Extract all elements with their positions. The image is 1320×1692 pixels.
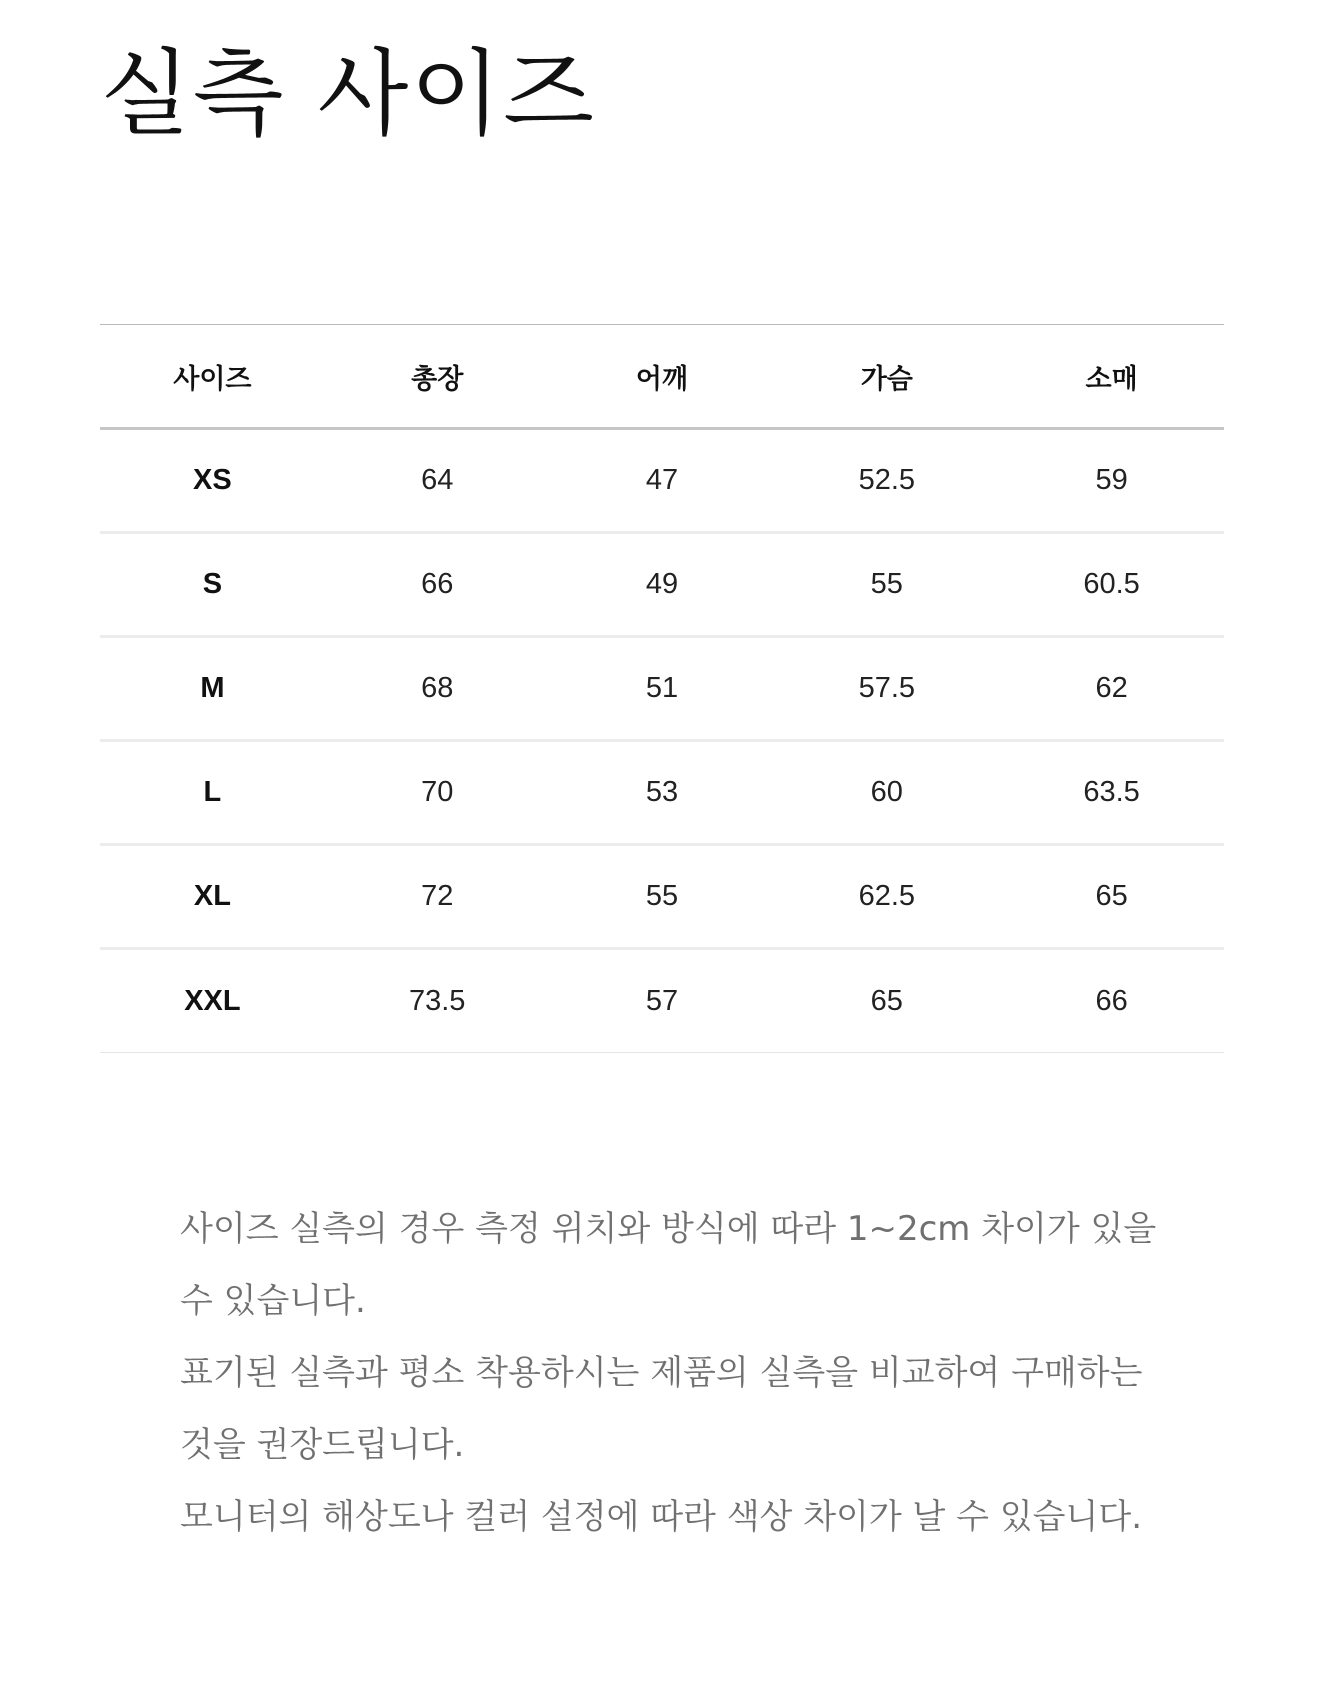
total-length-value: 64 [325, 429, 550, 533]
shoulder-value: 49 [550, 533, 775, 637]
size-label: XS [100, 429, 325, 533]
table-row [100, 741, 1224, 845]
note-compare-recommendation: 표기된 실측과 평소 착용하시는 제품의 실측을 비교하여 구매하는 것을 권장드립니다. [180, 1353, 1143, 1465]
total-length-value: 70 [325, 741, 550, 845]
size-notes [180, 1193, 1160, 1553]
size-table [100, 324, 1224, 1053]
chest-value: 60 [774, 741, 999, 845]
chest-value: 57.5 [774, 637, 999, 741]
size-label: XXL [100, 949, 325, 1053]
table-row [100, 845, 1224, 949]
header-total-length: 총장 [325, 325, 550, 429]
table-row [100, 533, 1224, 637]
sleeve-value: 59 [999, 429, 1224, 533]
shoulder-value: 53 [550, 741, 775, 845]
note-color-difference: 모니터의 해상도나 컬러 설정에 따라 색상 차이가 날 수 있습니다. [180, 1497, 1143, 1537]
total-length-value: 73.5 [325, 949, 550, 1053]
shoulder-value: 55 [550, 845, 775, 949]
total-length-value: 72 [325, 845, 550, 949]
sleeve-value: 65 [999, 845, 1224, 949]
shoulder-value: 47 [550, 429, 775, 533]
header-shoulder: 어깨 [550, 325, 775, 429]
shoulder-value: 57 [550, 949, 775, 1053]
table-header-row [100, 325, 1224, 429]
table-row [100, 949, 1224, 1053]
sleeve-value: 63.5 [999, 741, 1224, 845]
total-length-value: 68 [325, 637, 550, 741]
table-row [100, 429, 1224, 533]
size-label: S [100, 533, 325, 637]
sleeve-value: 60.5 [999, 533, 1224, 637]
sleeve-value: 66 [999, 949, 1224, 1053]
total-length-value: 66 [325, 533, 550, 637]
size-label: XL [100, 845, 325, 949]
header-size: 사이즈 [100, 325, 325, 429]
page-title: 실측 사이즈 [100, 40, 596, 149]
size-label: L [100, 741, 325, 845]
header-sleeve: 소매 [999, 325, 1224, 429]
chest-value: 65 [774, 949, 999, 1053]
chest-value: 62.5 [774, 845, 999, 949]
header-chest: 가슴 [774, 325, 999, 429]
chest-value: 55 [774, 533, 999, 637]
sleeve-value: 62 [999, 637, 1224, 741]
table-row [100, 637, 1224, 741]
size-label: M [100, 637, 325, 741]
chest-value: 52.5 [774, 429, 999, 533]
shoulder-value: 51 [550, 637, 775, 741]
note-measurement-variance: 사이즈 실측의 경우 측정 위치와 방식에 따라 1~2cm 차이가 있을 수 있습니다. [180, 1209, 1157, 1321]
